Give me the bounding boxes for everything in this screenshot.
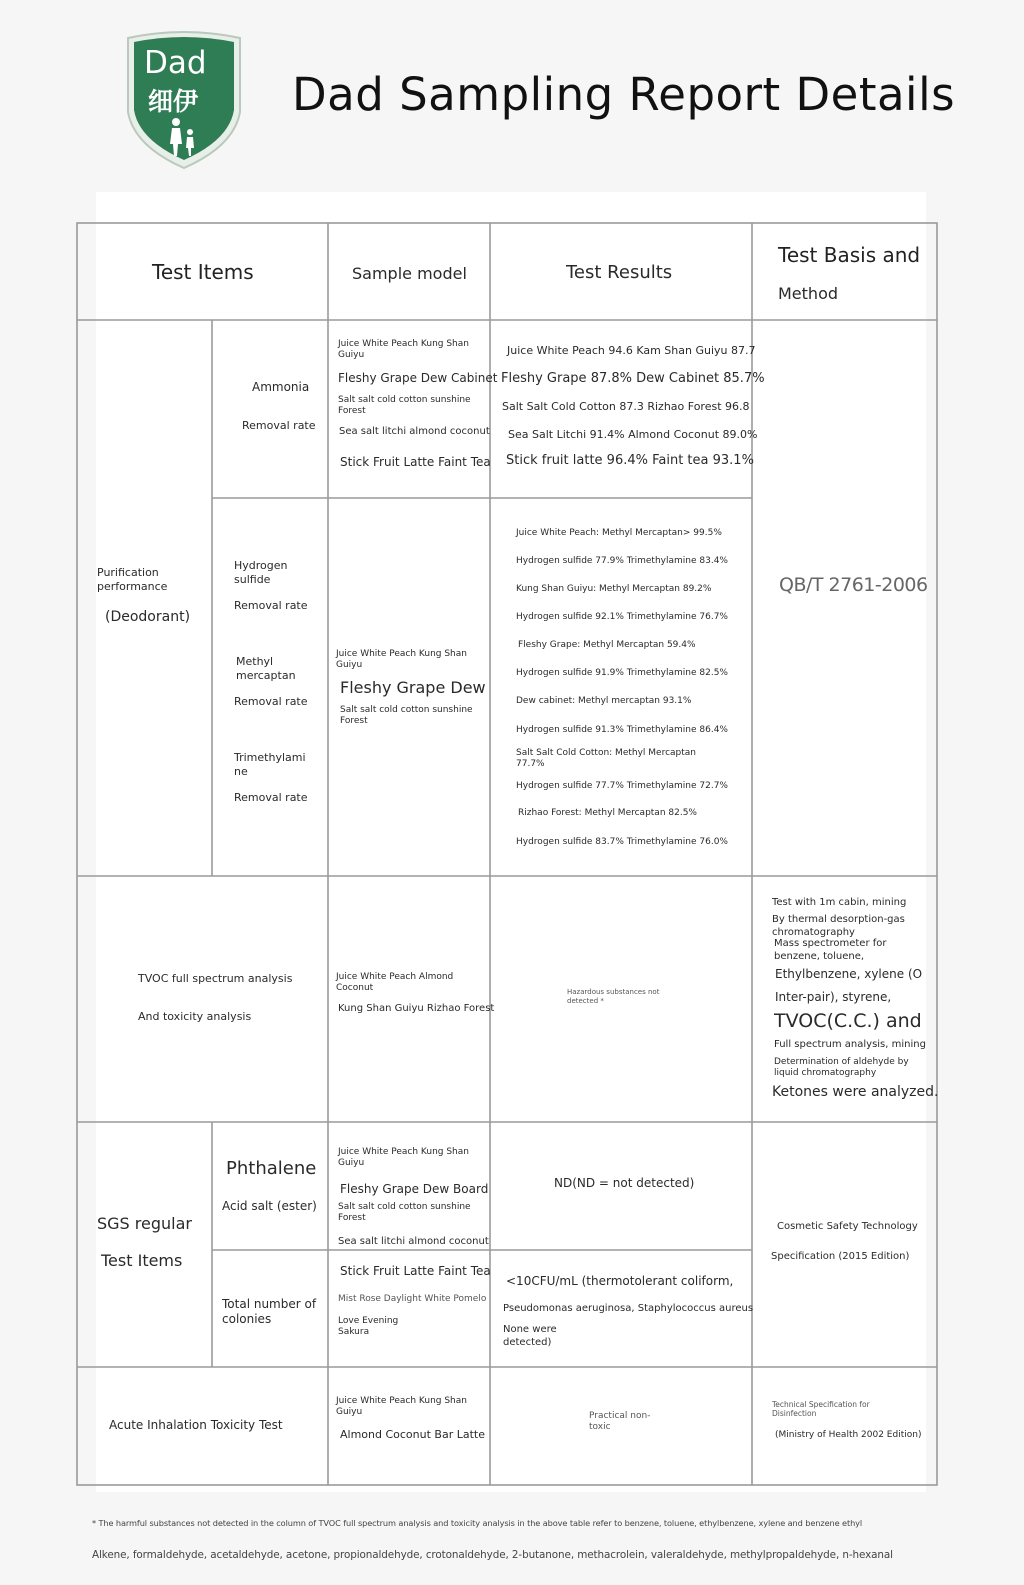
tvoc-method-5: Inter-pair), styrene, <box>775 990 892 1004</box>
list-item: Stick Fruit Latte Faint Tea <box>340 1264 491 1278</box>
phthalene-label: Phthalene <box>226 1158 317 1179</box>
list-item: Juice White Peach Almond Coconut <box>336 972 454 994</box>
h2s-label: Hydrogen sulfide <box>234 559 288 586</box>
tvoc-method-9: Ketones were analyzed. <box>772 1084 939 1100</box>
list-item: Almond Coconut Bar Latte <box>340 1428 485 1441</box>
sgs-result-cfu-1: <10CFU/mL (thermotolerant coliform, <box>506 1274 734 1288</box>
list-item: Kung Shan Guiyu: Methyl Mercaptan 89.2% <box>516 584 712 594</box>
list-item: Rizhao Forest: Methyl Mercaptan 82.5% <box>518 808 697 818</box>
tvoc-method-2: By thermal desorption-gas chromatography <box>772 914 905 938</box>
header-test-results: Test Results <box>566 262 673 283</box>
page-title: Dad Sampling Report Details <box>292 68 956 121</box>
list-item: Fleshy Grape Dew <box>340 678 486 697</box>
list-item: Hydrogen sulfide 77.7% Trimethylamine 72.7% <box>516 781 728 791</box>
list-item: Salt Salt Cold Cotton 87.3 Rizhao Forest 96.8 <box>502 400 750 413</box>
methyl-label: Methyl mercaptan <box>236 655 296 682</box>
footnote-line1: * The harmful substances not detected in the column of TVOC full spectrum analysis and toxicity analysis in the above table refer to benzene, toluene, ethylbenzene, xylene and benzene ethyl <box>92 1518 863 1528</box>
list-item: Fleshy Grape Dew Board <box>340 1182 489 1196</box>
sgs-basis-2: Specification (2015 Edition) <box>771 1251 910 1262</box>
sgs-result-nd: ND(ND = not detected) <box>554 1176 695 1190</box>
list-item: Fleshy Grape 87.8% Dew Cabinet 85.7% <box>501 371 765 386</box>
list-item: Juice White Peach: Methyl Mercaptan> 99.5% <box>516 528 722 538</box>
list-item: Juice White Peach Kung Shan Guiyu <box>336 1396 467 1418</box>
acute-item: Acute Inhalation Toxicity Test <box>109 1418 283 1432</box>
methyl-removal-rate: Removal rate <box>234 695 308 708</box>
list-item: Salt Salt Cold Cotton: Methyl Mercaptan 77.7% <box>516 748 697 770</box>
sgs-basis-1: Cosmetic Safety Technology <box>777 1221 918 1232</box>
list-item: Stick fruit latte 96.4% Faint tea 93.1% <box>506 453 754 468</box>
tvoc-method-6: TVOC(C.C.) and <box>774 1010 922 1032</box>
tvoc-method-4: Ethylbenzene, xylene (O <box>775 967 923 981</box>
tvoc-method-1: Test with 1m cabin, mining <box>772 897 907 908</box>
list-item: Juice White Peach Kung Shan Guiyu <box>338 339 469 361</box>
ammonia-label: Ammonia <box>252 380 310 394</box>
list-item: Hydrogen sulfide 92.1% Trimethylamine 76.7% <box>516 612 728 622</box>
sgs-group-line1: SGS regular <box>97 1214 192 1233</box>
tvoc-result: Hazardous substances not detected * <box>567 988 660 1005</box>
list-item: Sea Salt Litchi 91.4% Almond Coconut 89.0% <box>508 428 758 441</box>
header-basis-line1: Test Basis and <box>778 243 921 267</box>
list-item: Fleshy Grape: Methyl Mercaptan 59.4% <box>518 640 696 650</box>
deodorant-label: (Deodorant) <box>105 609 191 625</box>
list-item: Hydrogen sulfide 83.7% Trimethylamine 76.0% <box>516 837 728 847</box>
list-item: Stick Fruit Latte Faint Tea <box>340 455 491 469</box>
logo-script-text: 细伊 <box>148 87 199 116</box>
tma-label: Trimethylamine <box>234 751 306 778</box>
list-item: Love Evening Sakura <box>338 1316 399 1338</box>
tma-removal-rate: Removal rate <box>234 791 308 804</box>
sgs-result-cfu-3: None were detected) <box>503 1324 557 1348</box>
list-item: Mist Rose Daylight White Pomelo <box>338 1294 487 1304</box>
tvoc-method-8: Determination of aldehyde by liquid chromatography <box>774 1057 909 1079</box>
list-item: Fleshy Grape Dew Cabinet <box>338 371 498 385</box>
tvoc-item-line2: And toxicity analysis <box>138 1010 252 1023</box>
sgs-group-line2: Test Items <box>101 1251 183 1270</box>
list-item: Juice White Peach 94.6 Kam Shan Guiyu 87.7 <box>507 344 756 357</box>
footnote-line2: Alkene, formaldehyde, acetaldehyde, acetone, propionaldehyde, crotonaldehyde, 2-butanone, methacrolein, valeraldehyde, methylpropaldehyde, n-hexanal <box>92 1549 893 1561</box>
list-item: Salt salt cold cotton sunshine Forest <box>338 395 471 417</box>
tvoc-method-7: Full spectrum analysis, mining <box>774 1039 926 1050</box>
sgs-result-cfu-2: Pseudomonas aeruginosa, Staphylococcus aureus <box>503 1303 754 1314</box>
list-item: Juice White Peach Kung Shan Guiyu <box>338 1147 469 1169</box>
list-item: Juice White Peach Kung Shan Guiyu <box>336 649 467 671</box>
header-basis-line2: Method <box>778 284 839 303</box>
header-sample-model: Sample model <box>352 264 467 283</box>
colonies-label: Total number of colonies <box>222 1297 317 1326</box>
h2s-removal-rate: Removal rate <box>234 599 308 612</box>
list-item: Kung Shan Guiyu Rizhao Forest <box>338 1003 495 1014</box>
deodorant-basis: QB/T 2761-2006 <box>779 574 928 596</box>
purification-group-label: Purification performance <box>97 566 168 593</box>
ammonia-removal-rate: Removal rate <box>242 419 316 432</box>
tvoc-item-line1: TVOC full spectrum analysis <box>138 972 293 985</box>
brand-logo <box>122 28 246 170</box>
list-item: Hydrogen sulfide 91.3% Trimethylamine 86.4% <box>516 725 728 735</box>
list-item: Salt salt cold cotton sunshine Forest <box>340 705 473 727</box>
acute-basis-2: (Ministry of Health 2002 Edition) <box>775 1430 922 1440</box>
tvoc-method-3: Mass spectrometer for benzene, toluene, <box>774 938 887 962</box>
list-item: Sea salt litchi almond coconut <box>338 1236 489 1247</box>
header-test-items: Test Items <box>152 260 254 284</box>
acid-salt-label: Acid salt (ester) <box>222 1199 317 1213</box>
acute-result: Practical non-toxic <box>589 1411 651 1433</box>
acute-basis-1: Technical Specification for Disinfection <box>772 1400 870 1419</box>
list-item: Sea salt litchi almond coconut <box>339 426 490 437</box>
logo-top-text: Dad <box>144 45 207 81</box>
list-item: Hydrogen sulfide 77.9% Trimethylamine 83.4% <box>516 556 728 566</box>
list-item: Salt salt cold cotton sunshine Forest <box>338 1202 471 1224</box>
list-item: Hydrogen sulfide 91.9% Trimethylamine 82.5% <box>516 668 728 678</box>
list-item: Dew cabinet: Methyl mercaptan 93.1% <box>516 696 692 706</box>
